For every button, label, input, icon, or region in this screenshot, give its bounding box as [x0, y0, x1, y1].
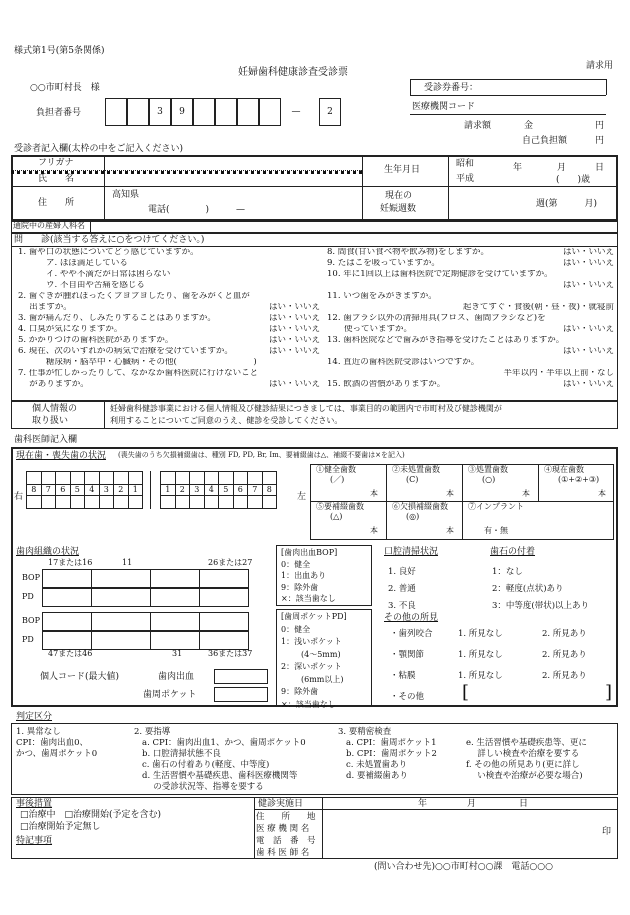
tooth-cell-right-6[interactable]	[113, 471, 129, 485]
payer-digit-8: —	[291, 106, 301, 117]
question-row	[327, 259, 614, 270]
count-name-2: ③処置歯数	[468, 465, 508, 474]
request-copy-label: 請求用	[586, 61, 614, 71]
tooth-cell-right-1[interactable]	[41, 495, 57, 509]
gum-cell[interactable]	[91, 569, 151, 588]
dob-month-label: 月	[557, 163, 567, 173]
judgment-guidance-line-5: の受診状況等、指導を要する	[142, 782, 264, 792]
count-name-4: ⑤要補綴歯数	[316, 502, 364, 511]
tooth-cell-right-5[interactable]	[99, 495, 115, 509]
gum-cell[interactable]	[91, 631, 151, 650]
tooth-cell-left-4[interactable]	[218, 495, 234, 509]
tooth-number-left-4: 5	[218, 484, 234, 496]
count-name-3: ④現在歯数	[544, 465, 584, 474]
other-bracket-close: ]	[605, 682, 613, 703]
dob-year-label: 年	[513, 163, 523, 173]
judgment-extra-line-2: f. その他の所見あり(更に詳し	[466, 760, 580, 770]
claim-amount-label: 請求額	[464, 121, 492, 131]
question-row	[327, 314, 614, 325]
gum-cell[interactable]	[199, 612, 249, 631]
question-row	[18, 314, 320, 325]
question-text: 14. 直近の歯科医院受診はいつですか。	[327, 358, 480, 367]
question-text: 糖尿病・脳卒中・心臓病・その他( )	[46, 358, 257, 367]
tooth-cell-right-0[interactable]	[26, 471, 42, 485]
question-row	[18, 347, 320, 358]
patient-info-frame	[11, 155, 618, 221]
question-answer[interactable]: 半年以内・半年以上前・なし	[503, 369, 614, 378]
question-row	[327, 369, 614, 380]
tooth-cell-left-7[interactable]	[262, 495, 278, 509]
tooth-number-right-1: 7	[41, 484, 57, 496]
questionnaire-header: 問 診(該当する答えに○をつけてください。)	[14, 235, 205, 245]
pregnancy-weeks-label: 現在の	[385, 191, 413, 201]
question-row	[18, 325, 320, 336]
pregnancy-weeks-field: 週(第 月)	[536, 199, 598, 209]
era-heisei: 平成	[456, 174, 475, 184]
tooth-number-left-7: 8	[262, 484, 278, 496]
dentist-section-label: 歯科医師記入欄	[14, 435, 78, 445]
question-text: ウ. 不自由や苦痛を感じる	[46, 281, 145, 290]
payer-digit-4[interactable]	[193, 98, 215, 126]
count-symbol-4: (△)	[330, 512, 343, 521]
question-row	[18, 369, 320, 380]
judgment-extra-line-3: い検査や治療が必要な場合)	[466, 771, 583, 781]
clinic-field-label-2: 電 話 番 号	[256, 836, 316, 846]
question-text: 4. 口臭が気になりますか。	[18, 325, 123, 334]
pd-legend-item-5: 9：除外歯	[281, 687, 319, 696]
question-row	[18, 281, 320, 292]
calculus-option-0: 1：なし	[492, 567, 523, 577]
oral-cleaning-title: 口腔清掃状況	[384, 547, 439, 557]
tooth-cell-left-6[interactable]	[247, 495, 263, 509]
question-answer[interactable]: はい・いいえ	[268, 347, 320, 356]
tooth-cell-right-2[interactable]	[55, 495, 71, 509]
tooth-number-right-6: 2	[113, 484, 129, 496]
payer-digit-5[interactable]	[215, 98, 237, 126]
tooth-cell-right-7[interactable]	[128, 471, 144, 485]
tooth-number-right-7: 1	[128, 484, 144, 496]
gum-cell[interactable]	[199, 588, 249, 607]
patient-section-label: 受診者記入欄(太枠の中をご記入ください)	[14, 144, 184, 154]
count-symbol-5: (◎)	[406, 512, 420, 521]
other-finding-yes-1[interactable]: 2. 所見あり	[542, 650, 587, 660]
pd-legend-item-1: 1：浅いポケット	[281, 637, 342, 646]
question-text: がありますか。	[18, 380, 89, 389]
question-text: 11. いつ歯をみがきますか。	[327, 292, 437, 301]
gum-bottom-left: 47または46	[48, 649, 93, 658]
judgment-guidance-line-3: c. 歯石の付着あり(軽度、中等度)	[142, 760, 270, 770]
gum-cell[interactable]	[42, 612, 92, 631]
question-answer[interactable]: 起きてすぐ・食後(朝・昼・夜)・就寝前	[462, 303, 614, 312]
count-unit-4: 本	[370, 526, 378, 535]
form-number: 様式第1号(第5条関係)	[14, 46, 105, 56]
address-label: 住 所	[38, 198, 75, 208]
bleeding-label: 歯肉出血	[158, 672, 195, 682]
self-pay-unit: 円	[595, 136, 605, 146]
question-answer[interactable]: はい・いいえ	[562, 259, 614, 268]
tooth-cell-right-6[interactable]	[113, 495, 129, 509]
bop-legend-item-2: 9：除外歯	[281, 582, 319, 592]
gum-cell[interactable]	[150, 588, 200, 607]
count-symbol-2: (○)	[482, 475, 496, 484]
question-row	[327, 336, 614, 347]
question-row	[18, 358, 320, 369]
addressee: ○○市町村長 様	[30, 83, 100, 93]
tooth-number-left-1: 2	[175, 484, 191, 496]
calculus-options	[492, 564, 589, 615]
judgment-col-4	[466, 738, 587, 782]
hospital-row	[11, 221, 618, 233]
payer-digit-0[interactable]	[105, 98, 127, 126]
special-notes-label: 特記事項	[16, 836, 53, 846]
question-text: 12. 歯ブラシ以外の清掃用具(フロス、歯間ブラシなど)を	[327, 314, 546, 323]
question-answer[interactable]: はい・いいえ	[562, 281, 614, 290]
question-answer[interactable]: はい・いいえ	[268, 380, 320, 389]
tooth-number-left-3: 4	[204, 484, 220, 496]
gum-cell[interactable]	[42, 631, 92, 650]
self-pay-label: 自己負担額	[522, 136, 568, 146]
tooth-cell-left-2[interactable]	[189, 495, 205, 509]
left-side-label: 左	[297, 492, 307, 502]
question-text: 3. 歯が痛んだり、しみたりすることはありますか。	[18, 314, 216, 323]
gum-cell[interactable]	[42, 569, 92, 588]
tooth-cell-left-5[interactable]	[233, 495, 249, 509]
tooth-status-note: (喪失歯のうち欠損補綴歯は、種別 FD, PD, Br, Im、要補綴歯は△、補綴不要歯は×を記入)	[118, 451, 405, 459]
followup-options-1[interactable]: □治療中 □治療開始(予定を含む)	[20, 810, 162, 820]
question-answer[interactable]: はい・いいえ	[562, 347, 614, 356]
personal-code-label: 個人コード(最大値)	[40, 672, 120, 682]
count-unit-2: 本	[522, 489, 530, 498]
question-row	[327, 270, 614, 281]
tooth-cell-left-5[interactable]	[233, 471, 249, 485]
question-row	[327, 281, 614, 292]
bop-legend-item-3: ×：該当歯なし	[281, 594, 336, 603]
question-row	[18, 336, 320, 347]
clinic-field-label-0: 住 所 地	[256, 812, 316, 822]
other-finding-none-2[interactable]: 1. 所見なし	[458, 671, 503, 681]
age-field: ( )歳	[556, 175, 591, 185]
gum-cell[interactable]	[199, 569, 249, 588]
judgment-guidance-line-0: 2. 要指導	[134, 727, 171, 737]
judgment-normal-line-2: かつ、歯周ポケット0	[16, 749, 98, 759]
count-name-5: ⑥欠損補綴歯数	[392, 502, 448, 511]
payer-digit-9[interactable]: 2	[319, 98, 341, 126]
bleeding-max-box[interactable]	[214, 669, 268, 684]
judgment-detailed-line-0: 3. 要精密検査	[338, 727, 392, 737]
clinic-fields	[256, 811, 316, 859]
gum-top-left: 17または16	[48, 558, 93, 567]
other-bracket-open: [	[462, 682, 470, 703]
gum-cell[interactable]	[150, 569, 200, 588]
other-finding-yes-2[interactable]: 2. 所見あり	[542, 671, 587, 681]
question-answer[interactable]: はい・いいえ	[268, 325, 320, 334]
dob-label: 生年月日	[384, 165, 421, 175]
question-answer[interactable]: はい・いいえ	[562, 248, 614, 257]
claim-yen-label: 金	[524, 121, 534, 131]
question-row	[327, 347, 614, 358]
count-unit-6: 有・無	[484, 526, 508, 535]
question-row	[327, 248, 614, 259]
dob-day-label: 日	[595, 163, 605, 173]
privacy-label-2: 取り扱い	[32, 416, 69, 426]
count-unit-5: 本	[446, 526, 454, 535]
clinic-code-label: 医療機関コード	[412, 102, 476, 112]
tooth-number-right-5: 3	[99, 484, 115, 496]
payer-digit-3[interactable]: 9	[171, 98, 193, 126]
tooth-number-left-0: 1	[160, 484, 176, 496]
tooth-cell-left-0[interactable]	[160, 495, 176, 509]
tooth-cell-right-3[interactable]	[70, 495, 86, 509]
question-row	[18, 303, 320, 314]
pd-legend-item-4: (6mm以上)	[301, 674, 344, 684]
question-row	[327, 292, 614, 303]
question-row	[327, 380, 614, 391]
tooth-number-right-0: 8	[26, 484, 42, 496]
question-row	[18, 270, 320, 281]
era-showa: 昭和	[456, 159, 475, 169]
pd-legend-item-3: 2：深いポケット	[281, 662, 342, 671]
furigana-label: フリガナ	[38, 158, 74, 168]
question-text: 2. 歯ぐきが腫れぼったくブヨブヨしたり、歯をみがくと血が	[18, 292, 250, 301]
question-answer[interactable]: はい・いいえ	[268, 314, 320, 323]
gum-row-label-1: PD	[22, 592, 34, 601]
contact-line: (問い合わせ先)○○市町村○○課 電話○○○	[374, 862, 553, 872]
question-text: 使っていますか。	[327, 325, 413, 334]
question-text: 8. 間食(甘い食べ物や飲み物)をしますか。	[327, 248, 489, 257]
tooth-number-right-2: 6	[55, 484, 71, 496]
calculus-title: 歯石の付着	[490, 547, 536, 557]
judgment-extra-line-0: e. 生活習慣や基礎疾患等、更に	[466, 738, 587, 748]
phone-field: 電話( ) —	[148, 205, 246, 215]
bop-legend-title: [歯肉出血BOP]	[281, 548, 338, 557]
tooth-cell-left-1[interactable]	[175, 471, 191, 485]
count-unit-0: 本	[370, 489, 378, 498]
privacy-text-2: 利用することについてご同意のうえ、健診を受診してください。	[110, 416, 343, 425]
judgment-col-1	[16, 727, 97, 760]
right-side-label: 右	[14, 492, 24, 502]
tooth-number-left-6: 7	[247, 484, 263, 496]
gum-row-label-0: BOP	[22, 573, 40, 582]
cleaning-option-2: 3. 不良	[388, 601, 416, 611]
tooth-cell-left-6[interactable]	[247, 471, 263, 485]
question-text: 7. 仕事が忙しかったりして、なかなか歯科医院に行けないこと	[18, 369, 259, 378]
judgment-extra-line-1: 詳しい検査や治療を要する	[466, 749, 580, 759]
question-row	[18, 248, 320, 259]
judgment-guidance-line-1: a. CPI：歯肉出血1、かつ、歯周ポケット0	[142, 738, 306, 748]
other-finding-yes-0[interactable]: 2. 所見あり	[542, 629, 587, 639]
exam-date-month: 月	[467, 799, 477, 809]
tooth-number-left-5: 6	[233, 484, 249, 496]
judgment-title: 判定区分	[16, 712, 53, 722]
bop-legend	[281, 547, 337, 605]
judgment-col-3	[338, 727, 437, 782]
tooth-cell-right-4[interactable]	[84, 471, 100, 485]
tooth-cell-right-3[interactable]	[70, 471, 86, 485]
other-finding-name-3: ・その他	[390, 692, 425, 702]
tooth-cell-left-2[interactable]	[189, 471, 205, 485]
other-finding-name-0: ・歯列咬合	[390, 629, 433, 639]
payer-digit-7[interactable]	[259, 98, 281, 126]
tooth-cell-right-7[interactable]	[128, 495, 144, 509]
question-text: 10. 年に1回以上は歯科医院で定期健診を受けていますか。	[327, 270, 553, 279]
questions-left	[18, 248, 320, 391]
clinic-field-label-3: 歯 科 医 師 名	[256, 848, 310, 858]
count-symbol-3: (①+②+③)	[558, 475, 600, 484]
question-row	[18, 380, 320, 391]
voucher-number-label: 受診券番号：	[424, 83, 479, 93]
judgment-normal-line-0: 1. 異常なし	[16, 727, 61, 737]
prefecture-text: 高知県	[112, 190, 140, 200]
count-unit-3: 本	[598, 489, 606, 498]
judgment-normal-line-1: CPI：歯肉出血0、	[16, 738, 88, 748]
claim-yen-unit: 円	[595, 121, 605, 131]
calculus-option-1: 2：軽度(点状)あり	[492, 584, 564, 594]
question-text: 出ますか。	[18, 303, 72, 312]
tooth-cell-left-1[interactable]	[175, 495, 191, 509]
question-text: 9. たばこを吸っていますか。	[327, 259, 440, 268]
pd-legend	[281, 611, 347, 711]
pd-legend-item-6: ×：該当歯なし	[281, 699, 336, 709]
gum-status-title: 歯肉組織の状況	[16, 547, 80, 557]
tooth-cell-left-7[interactable]	[262, 471, 278, 485]
tooth-cell-right-5[interactable]	[99, 471, 115, 485]
bop-legend-item-1: 1：出血あり	[281, 571, 327, 580]
privacy-label-1: 個人情報の	[32, 404, 78, 414]
payer-digit-2[interactable]: 3	[149, 98, 171, 126]
pd-legend-item-2: (4～5mm)	[301, 649, 341, 659]
other-findings-title: その他の所見	[384, 613, 439, 623]
question-text: 15. 飲酒の習慣がありますか。	[327, 380, 446, 389]
exam-date-label: 健診実施日	[258, 799, 304, 809]
exam-date-day: 日	[519, 799, 529, 809]
form-title: 妊婦歯科健康診査受診票	[238, 67, 348, 78]
other-finding-none-1[interactable]: 1. 所見なし	[458, 650, 503, 660]
followup-options-2[interactable]: □治療開始予定無し	[20, 822, 101, 832]
question-answer[interactable]: はい・いいえ	[562, 380, 614, 389]
question-text: ア. ほぼ満足している	[46, 259, 128, 268]
question-row	[327, 303, 614, 314]
exam-date-year: 年	[418, 799, 428, 809]
judgment-detailed-line-3: c. 未処置歯あり	[346, 760, 408, 770]
payer-digit-1[interactable]	[127, 98, 149, 126]
count-name-0: ①健全歯数	[316, 465, 356, 474]
tooth-cell-right-2[interactable]	[55, 471, 71, 485]
tooth-cell-left-4[interactable]	[218, 471, 234, 485]
question-row	[327, 325, 614, 336]
other-finding-none-0[interactable]: 1. 所見なし	[458, 629, 503, 639]
question-text: 1. 歯や口の状態についてどう感じていますか。	[18, 248, 199, 257]
midline	[150, 471, 151, 509]
pd-legend-title: [歯周ポケットPD]	[281, 612, 347, 621]
tooth-cell-left-3[interactable]	[204, 471, 220, 485]
judgment-detailed-line-2: b. CPI：歯周ポケット2	[346, 749, 437, 759]
gum-bottom-mid: 31	[172, 649, 183, 658]
payer-digit-6[interactable]	[237, 98, 259, 126]
gum-cell[interactable]	[42, 588, 92, 607]
other-finding-name-1: ・顎関節	[390, 650, 425, 660]
count-symbol-1: (C)	[406, 475, 419, 484]
gum-cell[interactable]	[91, 588, 151, 607]
hospital-label: 通院中の産婦人科名	[13, 221, 85, 230]
cleaning-option-1: 2. 普通	[388, 584, 416, 594]
question-text: 6. 現在、次のいずれかの病気で治療を受けていますか。	[18, 347, 233, 356]
gum-cell[interactable]	[150, 631, 200, 650]
count-unit-1: 本	[446, 489, 454, 498]
tooth-number-left-2: 3	[189, 484, 205, 496]
gum-cell[interactable]	[199, 631, 249, 650]
tooth-cell-left-0[interactable]	[160, 471, 176, 485]
tooth-cell-right-0[interactable]	[26, 495, 42, 509]
name-label: 氏 名	[38, 174, 75, 184]
gum-cell[interactable]	[150, 612, 200, 631]
question-answer[interactable]: はい・いいえ	[562, 325, 614, 334]
other-finding-name-2: ・粘膜	[390, 671, 416, 681]
count-name-1: ②未処置歯数	[392, 465, 440, 474]
judgment-guidance-line-2: b. 口腔清掃状態不良	[142, 749, 221, 759]
gum-cell[interactable]	[91, 612, 151, 631]
pregnancy-weeks-label-2: 妊娠週数	[380, 204, 417, 214]
clinic-field-label-1: 医 療 機 関 名	[256, 824, 310, 834]
pd-legend-item-0: 0：健全	[281, 624, 311, 634]
tooth-cell-right-4[interactable]	[84, 495, 100, 509]
question-row	[18, 292, 320, 303]
tooth-status-title: 現在歯・喪失歯の状況	[16, 451, 107, 461]
seal-mark: 印	[602, 827, 612, 837]
question-text: イ. やや不満だが日常は困らない	[46, 270, 171, 279]
question-row	[327, 358, 614, 369]
judgment-col-2	[134, 727, 306, 793]
oral-cleaning-options	[388, 564, 416, 615]
count-name-6: ⑦インプラント	[468, 502, 524, 511]
calculus-option-2: 3：中等度(帯状)以上あり	[492, 601, 590, 611]
judgment-guidance-line-4: d. 生活習慣や基礎疾患、歯科医療機関等	[142, 771, 298, 781]
bop-legend-item-0: 0：健全	[281, 559, 311, 569]
gum-row-label-2: BOP	[22, 616, 40, 625]
judgment-detailed-line-4: d. 要補綴歯あり	[346, 771, 408, 781]
gum-row-label-3: PD	[22, 635, 34, 644]
tooth-cell-left-3[interactable]	[204, 495, 220, 509]
cleaning-option-0: 1. 良好	[388, 567, 416, 577]
tooth-number-right-3: 5	[70, 484, 86, 496]
question-text: 5. かかりつけの歯科医院がありますか。	[18, 336, 174, 345]
gum-top-mid: 11	[122, 558, 133, 567]
pocket-label: 歯周ポケット	[143, 690, 197, 700]
question-answer[interactable]: はい・いいえ	[268, 303, 320, 312]
question-row	[18, 259, 320, 270]
tooth-cell-right-1[interactable]	[41, 471, 57, 485]
payer-number-label: 負担者番号	[36, 108, 82, 118]
question-text: 13. 歯科医院などで歯みがき指導を受けたことはありますか。	[327, 336, 565, 345]
questions-right	[327, 248, 614, 391]
count-symbol-0: (／)	[330, 475, 345, 484]
tooth-number-right-4: 4	[84, 484, 100, 496]
gum-bottom-right: 36または37	[208, 649, 253, 658]
privacy-text-1: 妊婦歯科健診事業における個人情報及び健診結果につきましては、事業目的の範囲内で市町村及び健診機関が	[110, 404, 502, 413]
judgment-detailed-line-1: a. CPI：歯周ポケット1	[346, 738, 437, 748]
question-answer[interactable]: はい・いいえ	[268, 336, 320, 345]
pocket-max-box[interactable]	[214, 687, 268, 702]
followup-title: 事後措置	[16, 799, 53, 809]
gum-top-right: 26または27	[208, 558, 253, 567]
